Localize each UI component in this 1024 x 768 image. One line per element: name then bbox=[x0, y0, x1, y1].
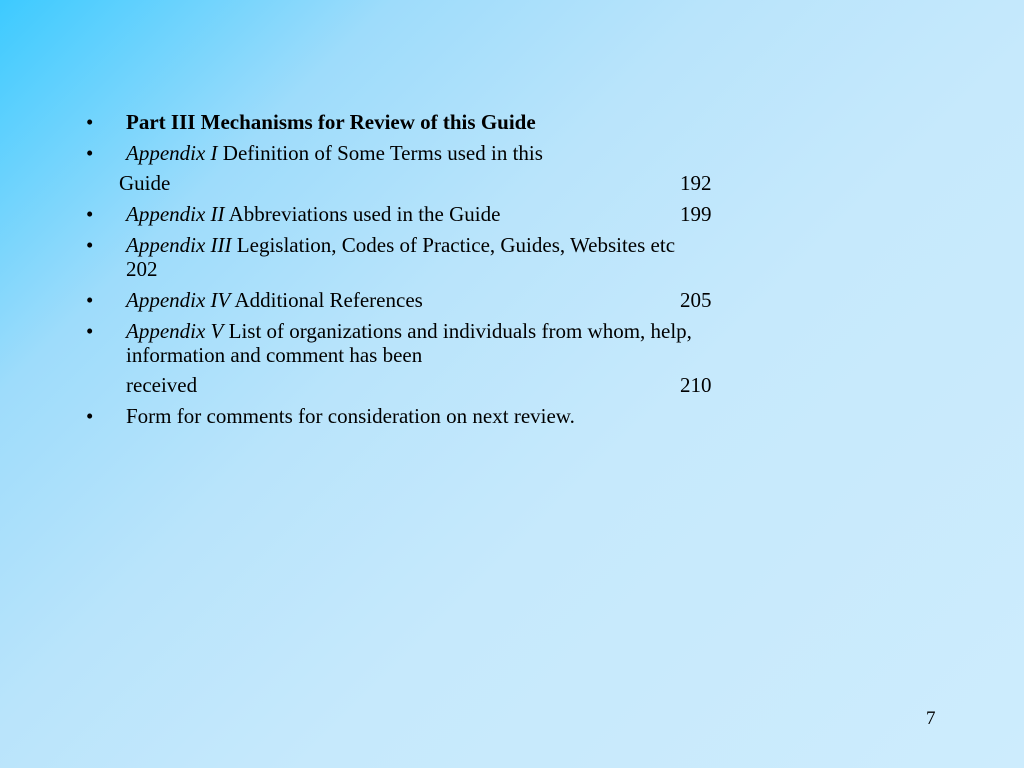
appendix-iv-label: Appendix IV bbox=[126, 288, 231, 312]
bullet-marker: • bbox=[86, 233, 94, 257]
appendix-ii-label: Appendix II bbox=[126, 202, 225, 226]
slide-number: 7 bbox=[926, 708, 936, 729]
bullet-marker: • bbox=[86, 141, 94, 165]
appendix-ii-page: 199 bbox=[680, 202, 712, 226]
appendix-i-label: Appendix I bbox=[126, 141, 218, 165]
bullet-marker: • bbox=[86, 288, 94, 312]
bullet-marker: • bbox=[86, 202, 94, 226]
appendix-iv-entry bbox=[126, 288, 423, 312]
appendix-iv-title: Additional References bbox=[230, 288, 423, 312]
appendix-i-page: 192 bbox=[680, 171, 712, 195]
comments-form-entry: Form for comments for consideration on next review. bbox=[126, 404, 575, 428]
appendix-i-continuation: Guide bbox=[119, 171, 171, 195]
appendix-iii-page: 202 bbox=[126, 257, 158, 281]
appendix-iii-label: Appendix III bbox=[126, 233, 232, 257]
appendix-v-label: Appendix V bbox=[126, 319, 224, 343]
appendix-v-entry bbox=[126, 319, 692, 343]
appendix-iv-page: 205 bbox=[680, 288, 712, 312]
bullet-marker: • bbox=[86, 319, 94, 343]
appendix-v-title: List of organizations and individuals from whom, help, bbox=[223, 319, 692, 343]
appendix-v-continuation: received bbox=[126, 373, 198, 397]
bullet-marker: • bbox=[86, 404, 94, 428]
bullet-marker: • bbox=[86, 110, 94, 134]
appendix-v-title-line2: information and comment has been bbox=[126, 343, 423, 367]
appendix-ii-entry bbox=[126, 202, 500, 226]
appendix-i-title: Definition of Some Terms used in this bbox=[217, 141, 543, 165]
appendix-ii-title: Abbreviations used in the Guide bbox=[224, 202, 501, 226]
appendix-v-page: 210 bbox=[680, 373, 712, 397]
appendix-iii-entry bbox=[126, 233, 675, 257]
appendix-i-entry bbox=[126, 141, 543, 165]
appendix-iii-title: Legislation, Codes of Practice, Guides, Websites etc bbox=[231, 233, 676, 257]
part-iii-heading: Part III Mechanisms for Review of this Guide bbox=[126, 110, 536, 134]
